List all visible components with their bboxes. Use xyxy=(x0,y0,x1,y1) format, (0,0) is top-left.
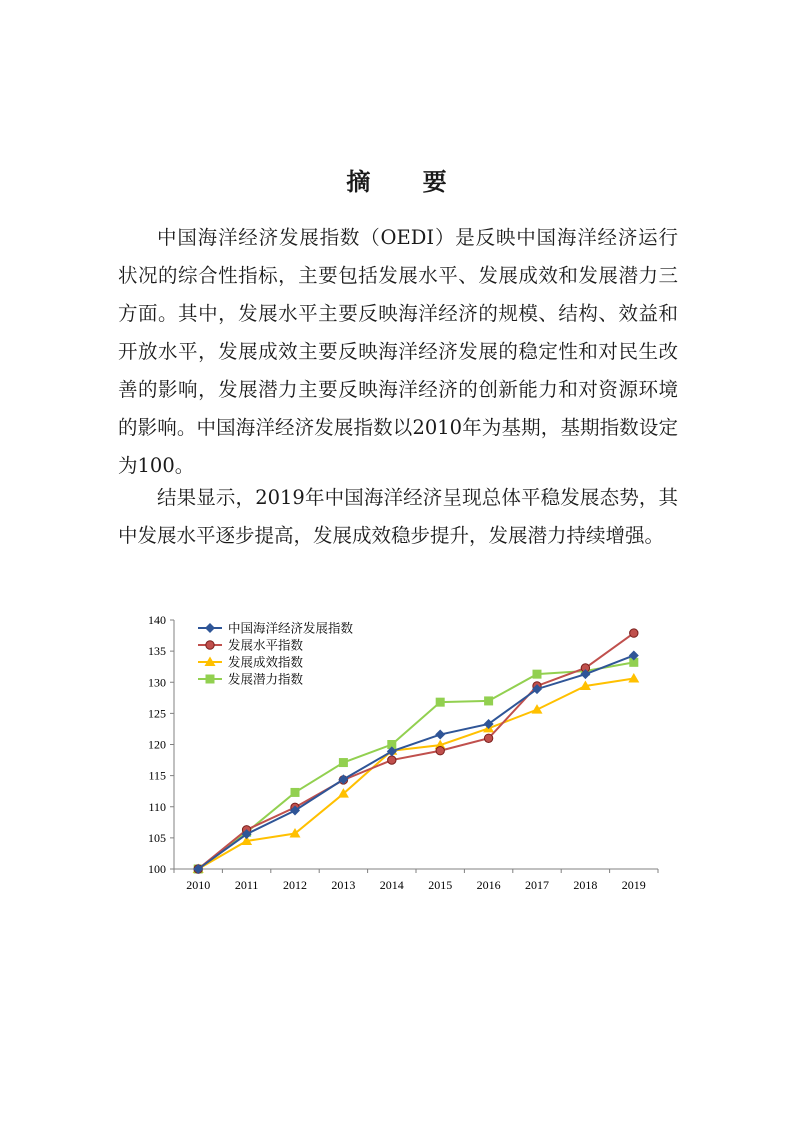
x-tick-label: 2014 xyxy=(379,878,404,892)
legend-item xyxy=(198,638,304,653)
data-point xyxy=(435,730,445,740)
page-title: 摘 要 xyxy=(346,168,469,196)
y-tick-label: 120 xyxy=(148,737,166,752)
y-tick-label: 130 xyxy=(148,675,166,690)
data-point xyxy=(484,696,493,705)
data-point xyxy=(291,788,300,797)
legend-item xyxy=(198,655,304,670)
data-point xyxy=(436,698,445,707)
series-line xyxy=(198,655,634,869)
oedi-line-chart xyxy=(118,598,678,898)
abstract-paragraph-1: 中国海洋经济发展指数（OEDI）是反映中国海洋经济运行状况的综合性指标，主要包括发展水平、发展成效和发展潜力三方面。其中，发展水平主要反映海洋经济的规模、结构、效益和开放水平，发展成效主要反映海洋经济发展的稳定性和对民生改善的影响，发展潜力主要反映海洋经济的创新能力和对资源环境的影响。中国海洋经济发展指数以2010年为基期，基期指数设定为100。 xyxy=(118,226,678,477)
x-tick-label: 2016 xyxy=(476,878,501,892)
data-point xyxy=(630,629,638,637)
legend-marker xyxy=(205,623,215,633)
legend-label: 发展潜力指数 xyxy=(228,672,304,687)
data-point xyxy=(532,704,543,714)
y-tick-label: 100 xyxy=(148,862,166,876)
legend-item xyxy=(198,672,304,687)
y-tick-label: 135 xyxy=(148,644,166,659)
x-tick-label: 2013 xyxy=(331,878,356,892)
legend-label: 中国海洋经济发展指数 xyxy=(228,621,354,636)
series-2 xyxy=(193,673,640,873)
series-3 xyxy=(194,658,639,874)
y-tick-label: 105 xyxy=(148,830,166,845)
x-tick-label: 2010 xyxy=(186,878,211,892)
data-point xyxy=(339,758,348,767)
x-tick-label: 2017 xyxy=(525,878,549,892)
legend-label: 发展水平指数 xyxy=(228,638,304,653)
y-tick-label: 115 xyxy=(148,768,166,783)
data-point xyxy=(388,756,396,764)
legend-marker xyxy=(206,675,215,684)
y-tick-label: 125 xyxy=(148,706,166,721)
y-tick-label: 110 xyxy=(148,799,166,814)
x-tick-label: 2012 xyxy=(283,878,307,892)
data-point xyxy=(628,673,639,683)
legend-marker xyxy=(206,641,214,649)
x-tick-label: 2019 xyxy=(621,878,646,892)
y-tick-label: 140 xyxy=(148,613,166,627)
series-line xyxy=(198,679,634,869)
x-tick-label: 2011 xyxy=(234,878,259,892)
data-point xyxy=(533,670,542,679)
x-tick-label: 2015 xyxy=(428,878,453,892)
abstract-paragraph-2: 结果显示，2019年中国海洋经济呈现总体平稳发展态势，其中发展水平逐步提高，发展成效稳步提升，发展潜力持续增强。 xyxy=(118,486,678,547)
data-point xyxy=(484,734,492,742)
legend-label: 发展成效指数 xyxy=(228,655,304,670)
x-tick-label: 2018 xyxy=(573,878,598,892)
chart-legend xyxy=(198,621,354,687)
legend-item xyxy=(198,621,354,636)
data-point xyxy=(436,747,444,755)
